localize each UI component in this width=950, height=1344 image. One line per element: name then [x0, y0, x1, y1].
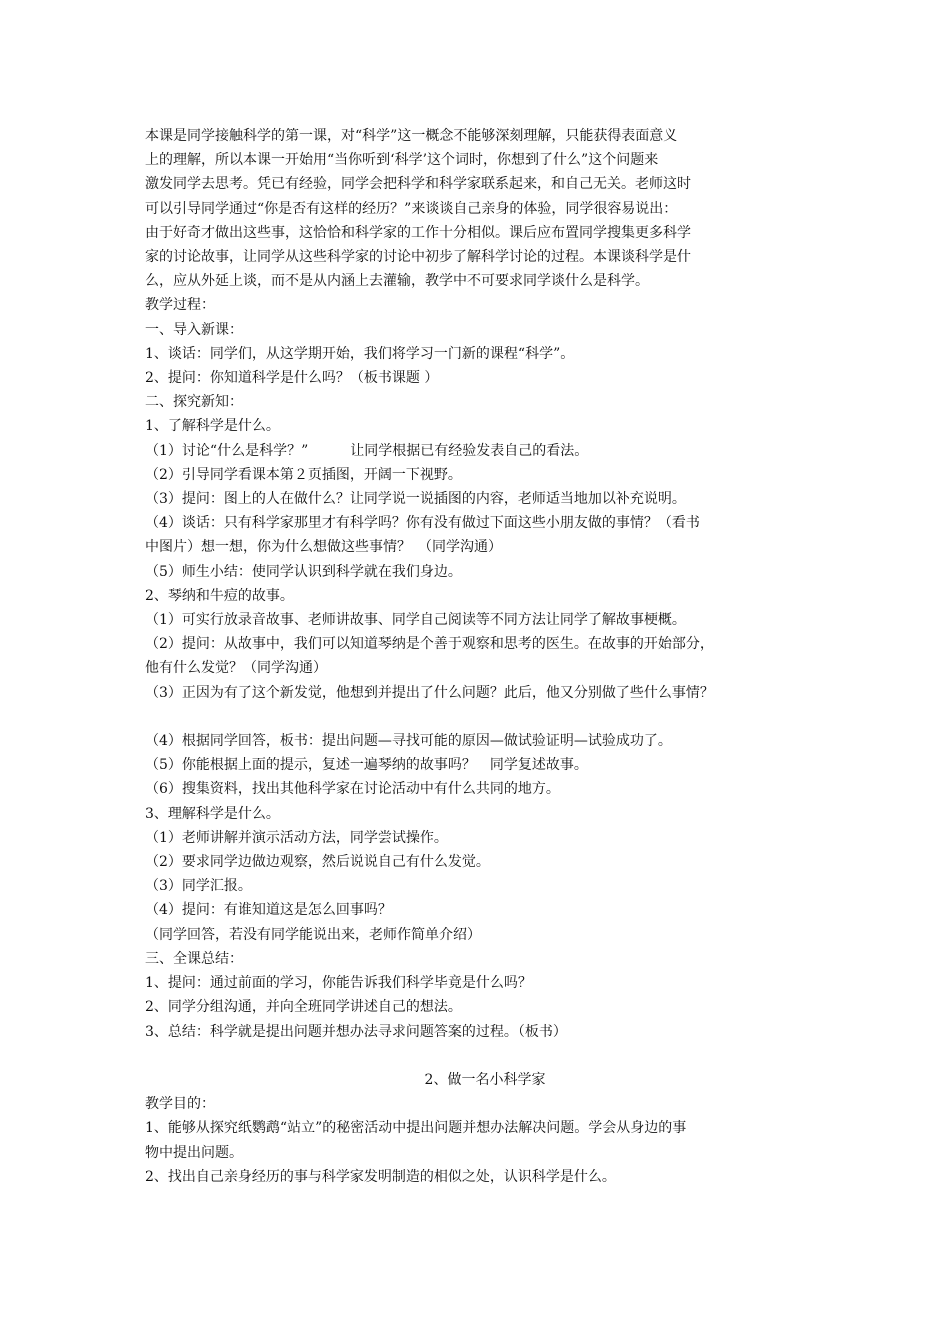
list-item: 2、找出自己亲身经历的事与科学家发明制造的相似之处，认识科学是什么。	[145, 1168, 616, 1185]
intro-line: 家的讨论故事，让同学从这些科学家的讨论中初步了解科学讨论的过程。本课谈科学是什	[145, 249, 691, 266]
list-item: （4）提问：有谁知道这是怎么回事吗？	[145, 902, 392, 919]
list-item: （6）搜集资料，找出其他科学家在讨论活动中有什么共同的地方。	[145, 781, 560, 798]
list-item: （5）你能根据上面的提示，复述一遍琴纳的故事吗？ 同学复述故事。	[145, 757, 588, 774]
list-item: （1）讨论“什么是科学？” 让同学根据已有经验发表自己的看法。	[145, 442, 589, 459]
list-item: 他有什么发觉？（同学沟通）	[145, 660, 327, 677]
blank-line	[145, 705, 825, 729]
section-title: 一、导入新课：	[145, 321, 243, 338]
list-item: （3）提问：图上的人在做什么？让同学说一说插图的内容，老师适当地加以补充说明。	[145, 491, 686, 508]
lesson-title: 2、做一名小科学家	[424, 1071, 546, 1088]
intro-line: 激发同学去思考。凭已有经验，同学会把科学和科学家联系起来，和自己无关。老师这时	[145, 176, 691, 193]
list-item: 2、同学分组沟通，并向全班同学讲述自己的想法。	[145, 999, 462, 1016]
list-item: （5）师生小结：使同学认识到科学就在我们身边。	[145, 563, 462, 580]
process-heading: 教学过程：	[145, 297, 215, 314]
list-item: 3、总结：科学就是提出问题并想办法寻求问题答案的过程。（板书）	[145, 1023, 567, 1040]
objectives-heading: 教学目的：	[145, 1096, 215, 1113]
intro-line: 由于好奇才做出这些事，这恰恰和科学家的工作十分相似。课后应布置同学搜集更多科学	[145, 224, 691, 241]
subsection-title: 2、琴纳和牛痘的故事。	[145, 587, 294, 604]
intro-line: 本课是同学接触科学的第一课，对“科学”这一概念不能够深刻理解，只能获得表面意义	[145, 128, 678, 144]
list-item: （2）要求同学边做边观察，然后说说自己有什么发觉。	[145, 854, 490, 871]
subsection-title: 1、了解科学是什么。	[145, 418, 280, 435]
list-item: （4）根据同学回答，板书：提出问题—寻找可能的原因—做试验证明—试验成功了。	[145, 733, 672, 750]
subsection-title: 3、理解科学是什么。	[145, 805, 280, 822]
list-item: 1、谈话：同学们，从这学期开始，我们将学习一门新的课程“科学”。	[145, 345, 575, 362]
intro-line: 么，应从外延上谈，而不是从内涵上去灌输，教学中不可要求同学谈什么是科学。	[145, 273, 649, 290]
list-item: （同学回答，若没有同学能说出来，老师作简单介绍）	[145, 926, 481, 943]
list-item: （3）正因为有了这个新发觉，他想到并提出了什么问题？此后，他又分别做了些什么事情？	[145, 684, 714, 701]
list-item: （3）同学汇报。	[145, 878, 252, 895]
section-title: 二、探究新知：	[145, 394, 243, 411]
intro-line: 上的理解，所以本课一开始用“当你听到‘科学’这个词时，你想到了什么”这个问题来	[145, 152, 659, 169]
list-item: （4）谈话：只有科学家那里才有科学吗？你有没有做过下面这些小朋友做的事情？（看书	[145, 515, 700, 532]
intro-line: 可以引导同学通过“你是否有这样的经历？”来谈谈自己亲身的体验，同学很容易说出：	[145, 200, 678, 217]
intro-paragraph	[145, 124, 825, 293]
document-page	[145, 124, 825, 1189]
list-item: （2）提问：从故事中，我们可以知道琴纳是个善于观察和思考的医生。在故事的开始部分，	[145, 636, 714, 653]
list-item: 中图片）想一想，你为什么想做这些事情？ （同学沟通）	[145, 539, 502, 556]
blank-line	[145, 1044, 825, 1068]
list-item: 1、能够从探究纸鹦鹉“站立”的秘密活动中提出问题并想办法解决问题。学会从身边的事	[145, 1120, 687, 1137]
list-item: 1、提问：通过前面的学习，你能告诉我们科学毕竟是什么吗？	[145, 975, 532, 992]
list-item: （2）引导同学看课本第２页插图，开阔一下视野。	[145, 466, 462, 483]
list-item: 物中提出问题。	[145, 1144, 243, 1161]
section-title: 三、全课总结：	[145, 950, 243, 967]
list-item: 2、提问：你知道科学是什么吗？（板书课题 ）	[145, 370, 439, 387]
list-item: （1）可实行放录音故事、老师讲故事、同学自己阅读等不同方法让同学了解故事梗概。	[145, 612, 686, 629]
list-item: （1）老师讲解并演示活动方法，同学尝试操作。	[145, 829, 448, 846]
